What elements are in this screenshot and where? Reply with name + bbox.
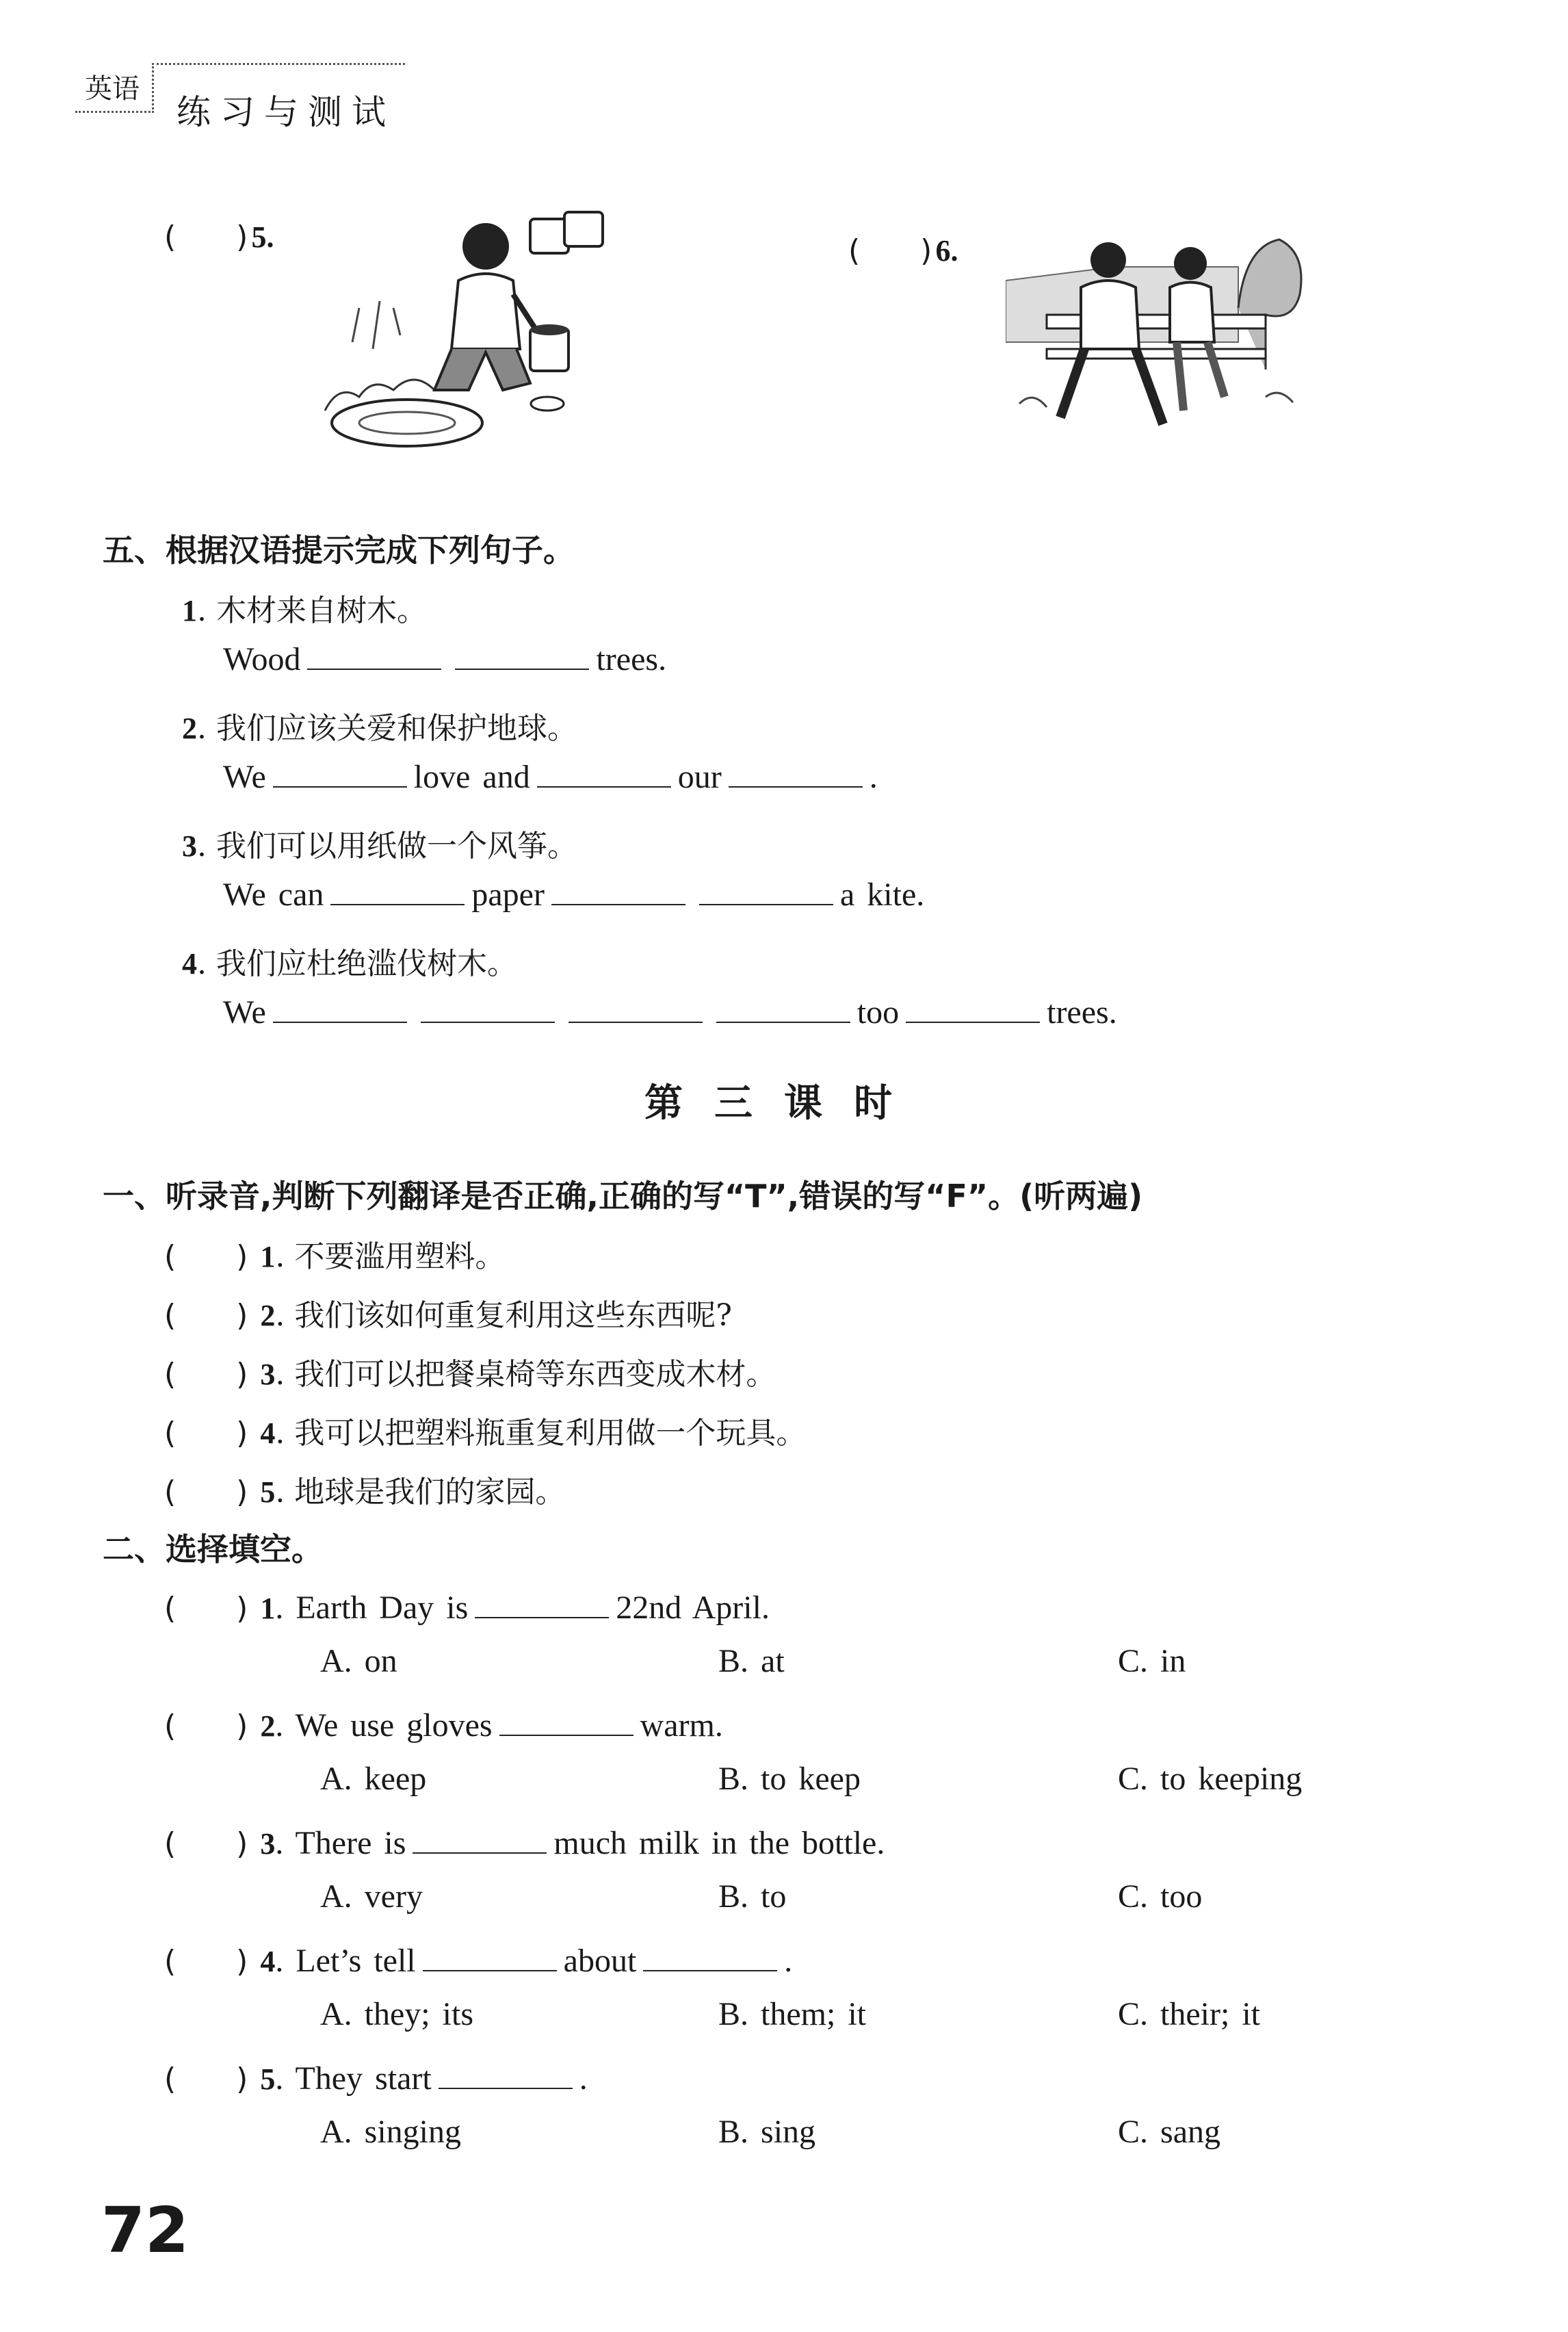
answer-paren[interactable]: ( ) [164, 1239, 248, 1274]
answer-paren[interactable]: ( ) [164, 1416, 248, 1451]
answer-paren[interactable]: ( ) [164, 2062, 248, 2097]
item-number: 1 [260, 1592, 276, 1625]
choice-option[interactable]: C. too [1118, 1878, 1203, 1915]
question-text: . [579, 2060, 588, 2097]
section-title-choice: 二、选择填空。 [103, 1531, 323, 1568]
item-number: 3 [260, 1358, 276, 1391]
answer-paren[interactable]: ( ) [164, 1591, 248, 1626]
choice-question [164, 2054, 588, 2098]
question-text: much milk in the bottle. [553, 1825, 885, 1861]
choice-option[interactable]: A. very [320, 1878, 423, 1915]
answer-blank[interactable] [455, 644, 589, 670]
choice-option[interactable]: B. sing [718, 2114, 816, 2150]
item-number: 6. [935, 234, 958, 268]
question-text: . There is [275, 1825, 406, 1861]
answer-blank[interactable] [307, 644, 441, 670]
question-text: . They start [275, 2060, 432, 2097]
answer-blank[interactable] [906, 997, 1040, 1023]
item-text: . 不要滥用塑料。 [275, 1239, 506, 1274]
section5-item-1-cn: 1. 木材来自树木。 [182, 593, 427, 628]
illustration-bench-talk [1006, 226, 1307, 445]
listening-item [164, 1232, 505, 1275]
answer-blank[interactable] [729, 762, 863, 788]
answer-paren[interactable]: ( ) [164, 1475, 248, 1510]
answer-blank[interactable] [423, 1945, 557, 1971]
lesson-title: 第三课时 [644, 1080, 924, 1126]
question-text: 22nd April. [616, 1590, 770, 1626]
answer-blank[interactable] [413, 1828, 547, 1854]
item-number: 5. [251, 220, 274, 254]
answer-blank[interactable] [273, 762, 407, 788]
section5-item-4-en: We too trees. [223, 994, 1117, 1031]
choice-option[interactable]: C. to keeping [1118, 1761, 1303, 1797]
item-number: 4 [182, 947, 197, 981]
question-text: . [784, 1943, 793, 1979]
item-number: 5 [260, 2062, 276, 2096]
answer-blank[interactable] [551, 879, 685, 905]
picture-item-5 [164, 212, 274, 256]
item-number: 2 [260, 1299, 276, 1332]
answer-blank[interactable] [569, 997, 703, 1023]
choice-option[interactable]: A. on [320, 1643, 397, 1679]
item-text: . 我可以把塑料瓶重复利用做一个玩具。 [275, 1416, 807, 1451]
answer-paren[interactable]: ( ) [164, 1709, 248, 1744]
answer-blank[interactable] [421, 997, 555, 1023]
choice-question [164, 1819, 885, 1863]
section5-item-2-en: We love and our . [223, 759, 878, 795]
answer-blank[interactable] [643, 1945, 777, 1971]
section5-item-2-cn: 2. 我们应该关爱和保护地球。 [182, 711, 577, 746]
choice-question [164, 1701, 723, 1745]
item-number: 3 [260, 1827, 276, 1861]
page-number: 72 [101, 2194, 190, 2267]
answer-paren[interactable]: ( ) [164, 1826, 248, 1861]
choice-option[interactable]: A. singing [320, 2114, 462, 2150]
section5-item-3-cn: 3. 我们可以用纸做一个风筝。 [182, 829, 577, 864]
item-number: 3 [182, 829, 197, 863]
choice-option[interactable]: B. at [718, 1643, 785, 1679]
answer-blank[interactable] [716, 997, 850, 1023]
item-number: 5 [260, 1475, 276, 1509]
question-text: . We use gloves [275, 1707, 493, 1744]
section5-item-1-en: Wood trees. [223, 641, 667, 677]
answer-blank[interactable] [699, 879, 833, 905]
listening-item [164, 1291, 732, 1334]
choice-option[interactable]: C. their; it [1118, 1996, 1260, 2032]
answer-paren[interactable]: ( ) [164, 220, 248, 255]
item-number: 4 [260, 1945, 276, 1978]
listening-item [164, 1467, 565, 1511]
choice-question [164, 1583, 770, 1627]
section-title: 五、根据汉语提示完成下列句子。 [103, 532, 575, 569]
answer-paren[interactable]: ( ) [164, 1298, 248, 1333]
item-number: 1 [182, 594, 197, 627]
answer-paren[interactable]: ( ) [164, 1944, 248, 1979]
section5-item-3-en: We can paper a kite. [223, 877, 925, 913]
answer-paren[interactable]: ( ) [848, 233, 932, 268]
choice-option[interactable]: C. in [1118, 1643, 1186, 1679]
choice-option[interactable]: A. keep [320, 1761, 427, 1797]
choice-question [164, 1936, 792, 1980]
answer-blank[interactable] [439, 2063, 573, 2089]
item-number: 4 [260, 1416, 276, 1450]
item-number: 1 [260, 1240, 276, 1273]
item-text: . 地球是我们的家园。 [275, 1475, 566, 1510]
section-title-listening: 一、听录音,判断下列翻译是否正确,正确的写“T”,错误的写“F”。(听两遍) [103, 1178, 1143, 1215]
answer-blank[interactable] [499, 1710, 633, 1736]
answer-blank[interactable] [330, 879, 465, 905]
listening-item [164, 1408, 806, 1452]
answer-blank[interactable] [273, 997, 407, 1023]
answer-blank[interactable] [537, 762, 671, 788]
header-subject: 英语 [85, 73, 140, 105]
listening-item [164, 1349, 776, 1393]
choice-option[interactable]: B. to [718, 1878, 787, 1915]
choice-option[interactable]: B. them; it [718, 1996, 866, 2032]
answer-paren[interactable]: ( ) [164, 1357, 248, 1392]
header-dotted-rule [152, 63, 405, 65]
choice-option[interactable]: B. to keep [718, 1761, 861, 1797]
choice-option[interactable]: A. they; its [320, 1996, 473, 2032]
item-number: 2 [182, 712, 197, 745]
item-number: 2 [260, 1709, 276, 1743]
question-text: . Let’s tell [275, 1943, 416, 1979]
picture-item-6 [848, 226, 958, 270]
item-text: . 我们该如何重复利用这些东西呢? [275, 1298, 732, 1333]
question-text: . Earth Day is [275, 1590, 469, 1626]
question-text: about [563, 1943, 637, 1979]
header-book-title: 练习与测试 [177, 92, 395, 132]
illustration-watering-plants [311, 205, 612, 452]
answer-blank[interactable] [475, 1592, 609, 1618]
question-text: warm. [640, 1707, 723, 1744]
choice-option[interactable]: C. sang [1118, 2114, 1220, 2150]
section5-item-4-cn: 4. 我们应杜绝滥伐树木。 [182, 946, 517, 981]
item-text: . 我们可以把餐桌椅等东西变成木材。 [275, 1357, 776, 1392]
